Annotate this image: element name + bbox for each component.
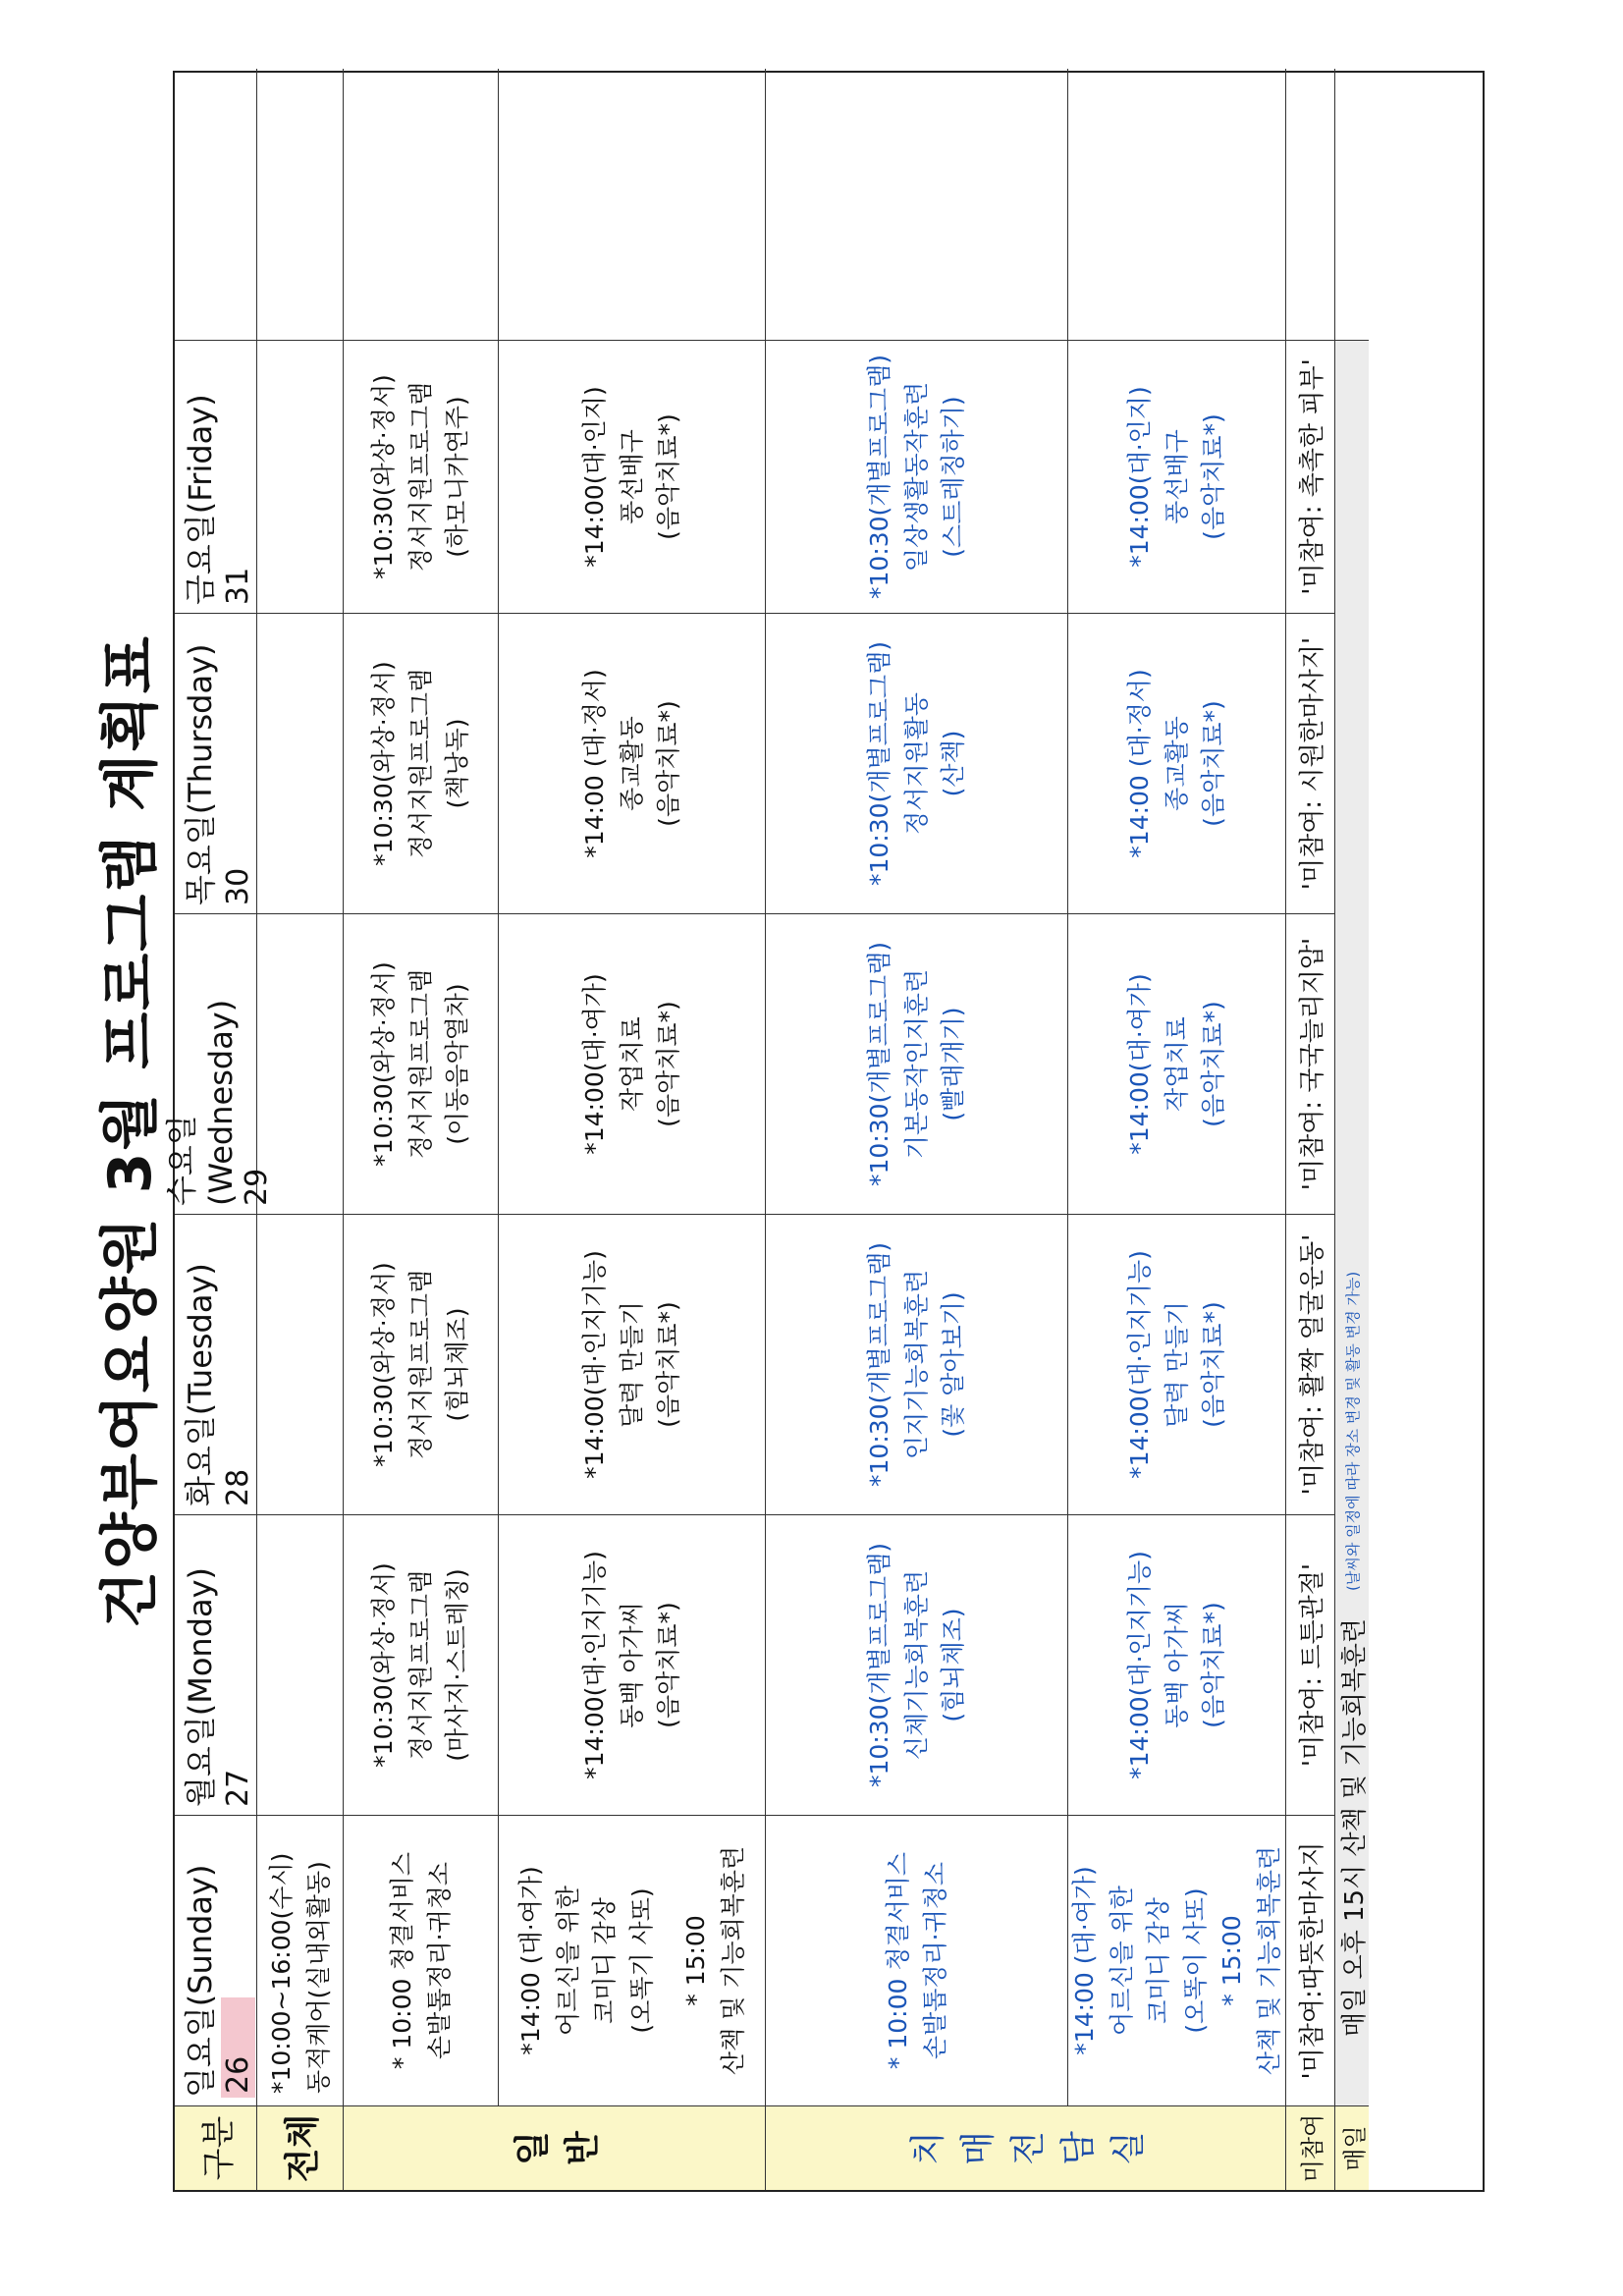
- cell-dementia-pm-sun: [1068, 1815, 1286, 2105]
- cell-line: 어르신을 위한: [1107, 1886, 1136, 2036]
- cell-line: 인지기능회복훈련: [901, 1269, 931, 1460]
- cell-line: *10:30(개별프로그램): [865, 942, 894, 1186]
- cell-line: *10:30(와상·정서): [369, 374, 399, 579]
- cell-line: 신체기능회복훈련: [901, 1569, 931, 1761]
- day-name: 수요일(Wednesday): [163, 999, 240, 1206]
- cell-line: *10:30(와상·정서): [369, 961, 399, 1167]
- cell-line: 정서지원프로그램: [406, 1569, 435, 1761]
- cell-line: *14:00 (대·여가): [516, 1866, 545, 2055]
- day-date: 28: [221, 1468, 255, 1506]
- cell-line: *14:00 (대·여가): [1070, 1866, 1099, 2055]
- day-header-tue: [175, 1214, 257, 1514]
- cell-line: * 15:00: [681, 1915, 710, 2006]
- cell-line: 어르신을 위한: [553, 1886, 582, 2036]
- day-name: 목요일(Thursday): [182, 643, 219, 905]
- cell-line: 산책 및 기능회복훈련: [718, 1845, 747, 2076]
- cell-line: 기본동작인지훈련: [901, 968, 931, 1160]
- cell-general-pm-thu: [499, 613, 766, 913]
- cell-line: 정서지원프로그램: [406, 381, 435, 573]
- cell-miche-fri: '미참여: 촉촉한 피부': [1286, 340, 1335, 613]
- day-name: 월요일(Monday): [182, 1566, 219, 1807]
- cell-general-pm-sun: [499, 1815, 766, 2105]
- cell-line: *14:00(대·인지): [1125, 386, 1155, 568]
- row-label-miche: 미참여: [1286, 2105, 1335, 2190]
- cell-miche-wed: '미참여: 국국늘리지압': [1286, 913, 1335, 1214]
- cell-line: 코미디 감상: [1144, 1897, 1172, 2024]
- cell-line: (산책): [939, 730, 968, 797]
- cell-line: (하모니카연주): [443, 396, 472, 558]
- cell-dementia-pm-fri: [1068, 340, 1286, 613]
- cell-line: (이동음악열차): [443, 983, 472, 1145]
- cell-line: *10:00~16:00(수시): [267, 1852, 296, 2094]
- cell-general-am-thu: [344, 613, 499, 913]
- day-header-thu: [175, 613, 257, 913]
- cell-all-tue: [257, 1214, 344, 1514]
- empty-column: [1068, 69, 1286, 340]
- day-header-wed: [163, 913, 274, 1214]
- cell-line: *14:00(대·인지): [580, 386, 610, 568]
- day-header-fri: [175, 340, 257, 613]
- cell-line: *10:30(개별프로그램): [865, 1543, 894, 1787]
- cell-miche-thu: '미참여: 시원한마사지': [1286, 613, 1335, 913]
- empty-column: [1335, 69, 1369, 340]
- cell-line: (마사지·스트레칭): [443, 1568, 472, 1762]
- cell-dementia-pm-thu: [1068, 613, 1286, 913]
- cell-line: 동백 아가씨: [617, 1602, 646, 1728]
- day-date: 29: [240, 1168, 274, 1206]
- cell-dementia-am-wed: [766, 913, 1068, 1214]
- day-name: 금요일(Friday): [182, 394, 219, 605]
- cell-line: 종교활동: [1162, 716, 1191, 811]
- cell-line: *10:30(와상·정서): [369, 1562, 399, 1768]
- day-date: 27: [221, 1769, 255, 1807]
- cell-line: (음악치료*): [1199, 700, 1228, 827]
- cell-all-thu: [257, 613, 344, 913]
- cell-line: 동백 아가씨: [1162, 1602, 1191, 1728]
- cell-line: 정서지원프로그램: [406, 1269, 435, 1460]
- cell-line: *14:00(대·인지기능): [580, 1250, 610, 1479]
- cell-dementia-pm-wed: [1068, 913, 1286, 1214]
- row-label-dementia: 치매전담실: [766, 2105, 1286, 2190]
- cell-line: * 15:00: [1217, 1915, 1246, 2006]
- row-label-general: 일반: [344, 2105, 766, 2190]
- cell-dementia-am-tue: [766, 1214, 1068, 1514]
- cell-general-am-tue: [344, 1214, 499, 1514]
- cell-line: 손발톱정리·귀청소: [424, 1861, 454, 2060]
- cell-miche-tue: '미참여: 활짝 얼굴운동': [1286, 1214, 1335, 1514]
- empty-column: [1286, 69, 1335, 340]
- header-label: 구분: [175, 2105, 257, 2190]
- cell-general-pm-wed: [499, 913, 766, 1214]
- cell-line: * 10:00 청결서비스: [884, 1851, 912, 2070]
- cell-line: (음악치료*): [654, 700, 683, 827]
- row-label-daily: 매일: [1335, 2105, 1369, 2190]
- cell-general-pm-mon: [499, 1514, 766, 1815]
- cell-dementia-am-thu: [766, 613, 1068, 913]
- cell-line: (음악치료*): [1199, 1001, 1228, 1127]
- cell-line: *14:00 (대·정서): [580, 669, 610, 858]
- cell-general-am-fri: [344, 340, 499, 613]
- cell-line: 정서지원프로그램: [406, 968, 435, 1160]
- cell-general-am-sun: [344, 1815, 499, 2105]
- cell-line: (음악치료*): [654, 413, 683, 540]
- cell-dementia-am-sun: [766, 1815, 1068, 2105]
- cell-line: *10:30(개별프로그램): [865, 641, 894, 886]
- cell-line: 산책 및 기능회복훈련: [1254, 1845, 1283, 2076]
- cell-line: 작업치료: [617, 1016, 646, 1112]
- cell-line: 동적케어(실내외활동): [303, 1861, 333, 2094]
- cell-line: *14:00(대·인지기능): [1125, 1250, 1155, 1479]
- cell-line: 달력 만들기: [617, 1301, 646, 1428]
- cell-dementia-pm-mon: [1068, 1514, 1286, 1815]
- cell-line: (스트레칭하기): [939, 396, 968, 558]
- cell-dementia-am-fri: [766, 340, 1068, 613]
- day-name: 화요일(Tuesday): [182, 1263, 219, 1506]
- cell-line: *14:00(대·여가): [1125, 973, 1155, 1155]
- cell-line: 코미디 감상: [590, 1897, 619, 2024]
- cell-line: (힘뇌체조): [939, 1608, 968, 1722]
- day-date: 31: [221, 567, 255, 605]
- cell-general-pm-tue: [499, 1214, 766, 1514]
- cell-line: *14:00(대·인지기능): [580, 1551, 610, 1779]
- empty-column: [257, 69, 344, 340]
- daily-banner: [1335, 340, 1369, 2105]
- day-name: 일요일(Sunday): [182, 1864, 219, 2098]
- cell-line: (빨래개기): [939, 1007, 968, 1121]
- cell-line: (책낭독): [443, 718, 472, 809]
- cell-dementia-pm-tue: [1068, 1214, 1286, 1514]
- cell-all-fri: [257, 340, 344, 613]
- cell-line: (음악치료*): [654, 1301, 683, 1428]
- cell-line: (음악치료*): [1199, 1301, 1228, 1428]
- cell-line: (오똑기 사또): [626, 1887, 656, 2034]
- cell-all-mon: [257, 1514, 344, 1815]
- cell-line: *10:30(와상·정서): [369, 1262, 399, 1467]
- cell-line: (오똑이 사또): [1180, 1887, 1210, 2034]
- cell-line: 일상생활동작훈련: [901, 381, 931, 573]
- daily-note: (날씨와 일정에 따라 장소 변경 및 활동 변경 가능): [1343, 1271, 1362, 1591]
- cell-line: * 10:00 청결서비스: [388, 1851, 416, 2070]
- cell-miche-mon: '미참여: 트튼관절': [1286, 1514, 1335, 1815]
- empty-column: [499, 69, 766, 340]
- cell-line: *10:30(와상·정서): [369, 661, 399, 866]
- cell-general-am-mon: [344, 1514, 499, 1815]
- empty-column: [344, 69, 499, 340]
- cell-line: (음악치료*): [1199, 1602, 1228, 1728]
- empty-column: [766, 69, 1068, 340]
- cell-line: (힘뇌체조): [443, 1307, 472, 1422]
- cell-line: 작업치료: [1162, 1016, 1191, 1112]
- cell-dementia-am-mon: [766, 1514, 1068, 1815]
- cell-line: (음악치료*): [1199, 413, 1228, 540]
- schedule-table: [163, 71, 1485, 2192]
- cell-line: *14:00(대·여가): [580, 973, 610, 1155]
- day-header-sun: [175, 1815, 257, 2105]
- cell-line: 종교활동: [617, 716, 646, 811]
- cell-line: *10:30(개별프로그램): [865, 1242, 894, 1487]
- day-date: 30: [221, 867, 255, 905]
- cell-general-pm-fri: [499, 340, 766, 613]
- cell-line: 손발톱정리·귀청소: [920, 1861, 949, 2060]
- cell-line: *14:00 (대·정서): [1125, 669, 1155, 858]
- cell-line: (음악치료*): [654, 1602, 683, 1728]
- cell-line: (꽃 알아보기): [939, 1291, 968, 1438]
- cell-line: 풍선배구: [1162, 429, 1191, 524]
- page-title: 건양부여요양원 3월 프로그램 계획표: [96, 634, 165, 1628]
- empty-column: [175, 69, 257, 340]
- day-date: 26: [221, 1997, 255, 2098]
- cell-line: 정서지원활동: [901, 692, 931, 835]
- day-header-mon: [175, 1514, 257, 1815]
- cell-line: *14:00(대·인지기능): [1125, 1551, 1155, 1779]
- cell-miche-sun: '미참여:따뜻한마사지: [1286, 1815, 1335, 2105]
- daily-text: 매일 오후 15시 산책 및 기능회복훈련: [1339, 1617, 1370, 2037]
- row-label-all: 전체: [257, 2105, 344, 2190]
- cell-line: (음악치료*): [654, 1001, 683, 1127]
- cell-line: 정서지원프로그램: [406, 668, 435, 859]
- rotated-page: [81, 71, 1485, 2192]
- cell-line: *10:30(개별프로그램): [865, 355, 894, 599]
- cell-all-wed: [257, 913, 344, 1214]
- cell-line: 달력 만들기: [1162, 1301, 1191, 1428]
- cell-general-am-wed: [344, 913, 499, 1214]
- cell-line: 풍선배구: [617, 429, 646, 524]
- cell-all-sun: [257, 1815, 344, 2105]
